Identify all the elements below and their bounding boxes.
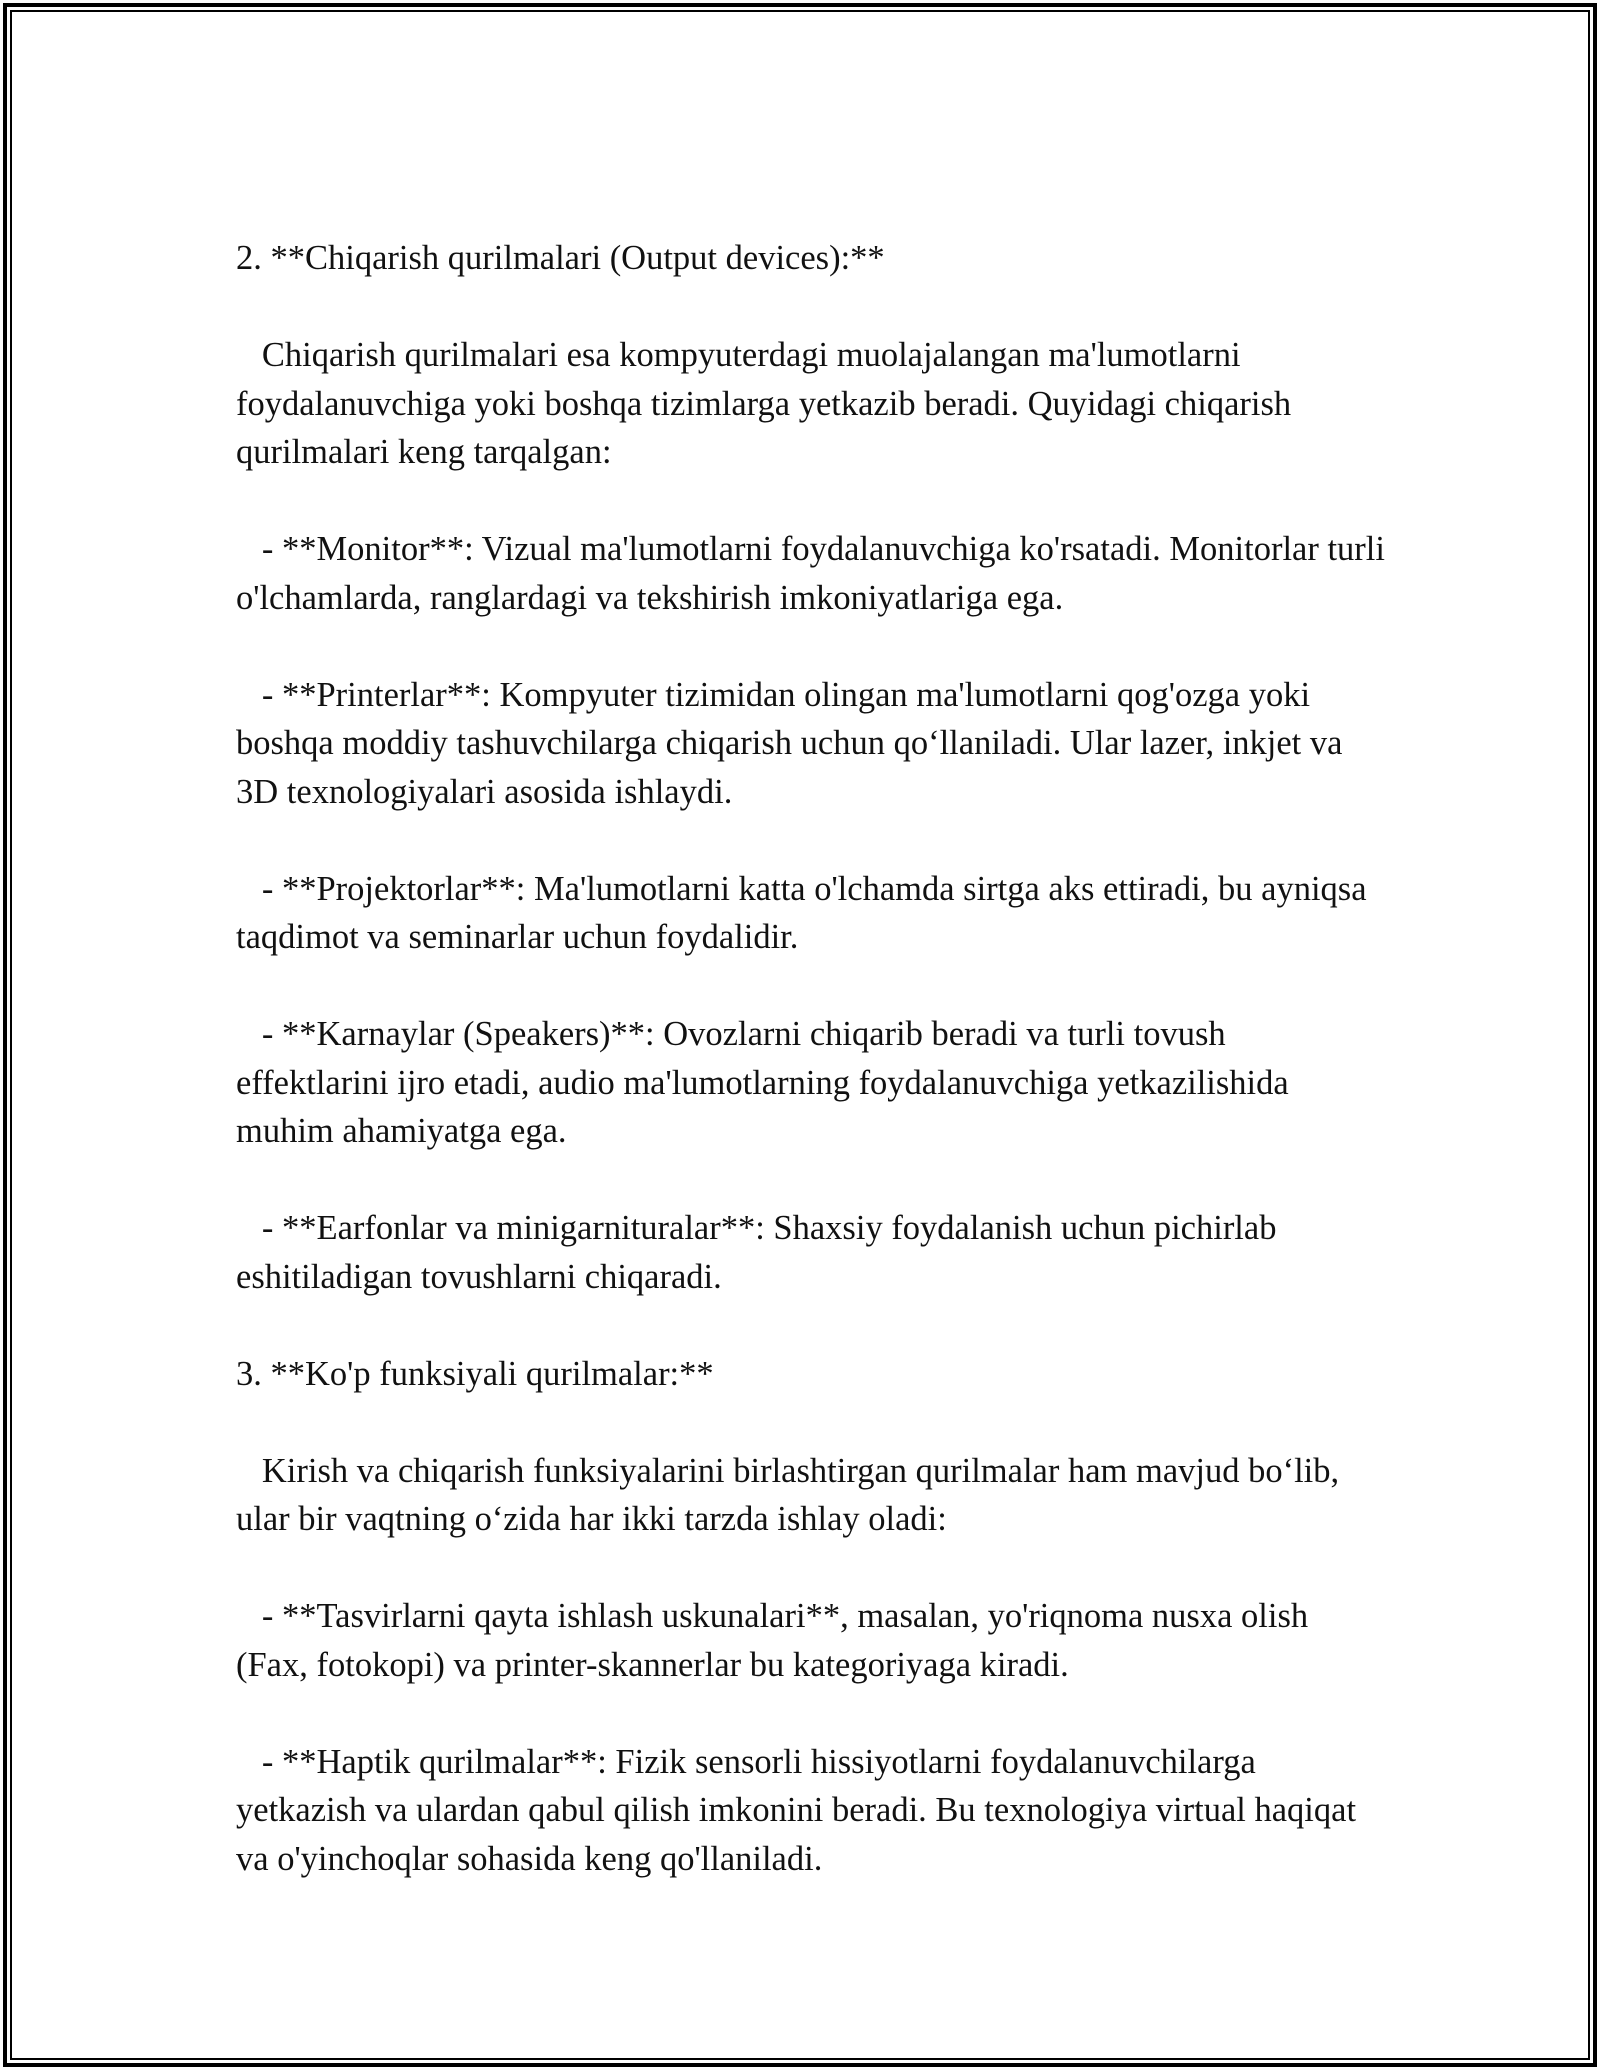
list-item-monitor: - **Monitor**: Vizual ma'lumotlarni foydalanuvchiga ko'rsatadi. Monitorlar turli o'lchamlarda, ranglardagi va tekshirish imkoniyatlariga ega. [236, 530, 1394, 617]
list-item-image-processing: - **Tasvirlarni qayta ishlash uskunalari**, masalan, yo'riqnoma nusxa olish (Fax, fotokopi) va printer-skannerlar bu kategoriyaga kiradi. [236, 1597, 1317, 1684]
section-heading-output-devices: 2. **Chiqarish qurilmalari (Output devices):** [236, 239, 885, 277]
list-item-speakers: - **Karnaylar (Speakers)**: Ovozlarni chiqarib beradi va turli tovush effektlarini ijro etadi, audio ma'lumotlarning foydalanuvchiga yetkazilishida muhim ahamiyatga ega. [236, 1015, 1298, 1150]
list-item-earphones: - **Earfonlar va minigarnituralar**: Shaxsiy foydalanish uchun pichirlab eshitiladigan tovushlarni chiqaradi. [236, 1209, 1286, 1296]
list-item-haptic-devices: - **Haptik qurilmalar**: Fizik sensorli hissiyotlarni foydalanuvchilarga yetkazish va ulardan qabul qilish imkonini beradi. Bu texnologiya virtual haqiqat va o'yinchoqlar sohasida keng qo'llaniladi. [236, 1742, 1365, 1878]
list-item-projectors: - **Projektorlar**: Ma'lumotlarni katta o'lchamda sirtga aks ettiradi, bu ayniqsa taqdimot va seminarlar uchun foydalidir. [236, 869, 1376, 956]
paragraph-multifunction-intro: Kirish va chiqarish funksiyalarini birlashtirgan qurilmalar ham mavjud bo‘lib, ular bir vaqtning o‘zida har ikki tarzda ishlay oladi: [236, 1451, 1348, 1538]
paragraph-output-intro: Chiqarish qurilmalari esa kompyuterdagi muolajalangan ma'lumotlarni foydalanuvchiga yoki boshqa tizimlarga yetkazib beradi. Quyidagi chiqarish qurilmalari keng tarqalgan: [236, 336, 1300, 471]
list-item-printers: - **Printerlar**: Kompyuter tizimidan olingan ma'lumotlarni qog'ozga yoki boshqa moddiy tashuvchilarga chiqarish uchun qo‘llaniladi. Ular lazer, inkjet va 3D texnologiyalari asosida ishlaydi. [236, 675, 1352, 811]
section-heading-multifunction-devices: 3. **Ko'p funksiyali qurilmalar:** [236, 1354, 714, 1393]
document-body [236, 234, 1394, 1883]
